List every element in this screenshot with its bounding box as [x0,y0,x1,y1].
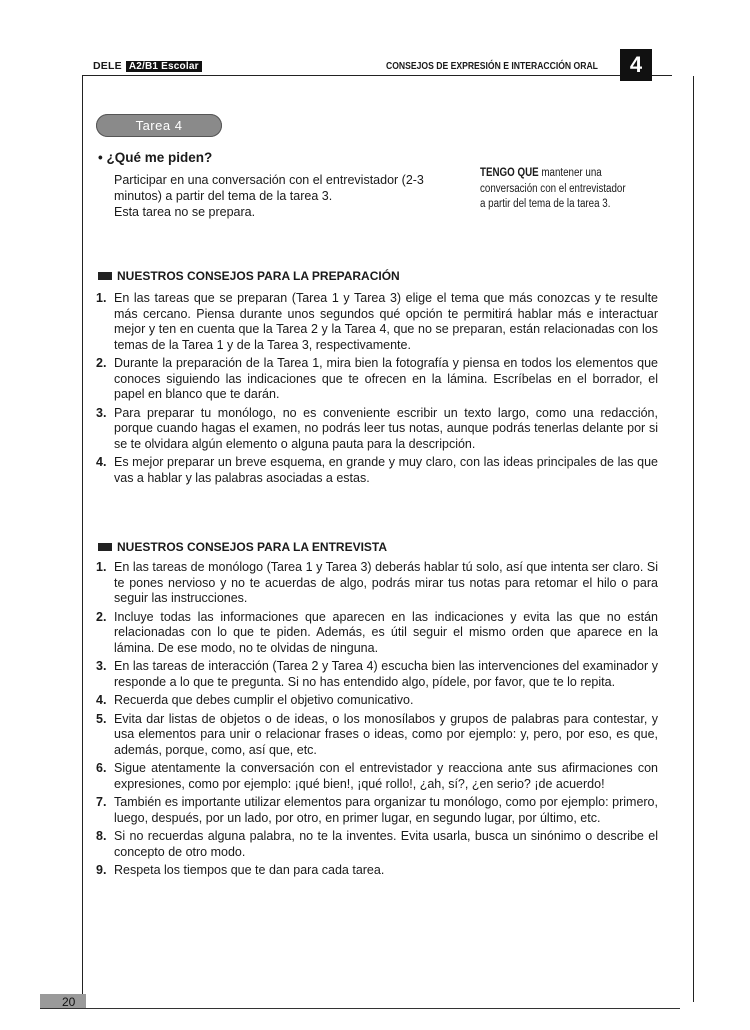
item-text: En las tareas de monólogo (Tarea 1 y Tarea 3) deberás hablar tú solo, así que intenta ser claro. Si te pones nervioso y no te acuerdas de algo, podrás mirar tus notas para retomar el hilo o para seguir las instrucciones. [114,560,658,605]
prep-heading-text: NUESTROS CONSEJOS PARA LA PREPARACIÓN [117,269,400,283]
item-text: En las tareas que se preparan (Tarea 1 y Tarea 3) elige el tema que más conozcas y te resulte más cercano. Piensa durante unos segundos qué opción te permitirá hablar más e interactuar mejor y ten en cuenta que la Tarea 2 y la Tarea 4, que no se preparan, están relacionadas con los temas de la Tarea 1 y de la Tarea 3, respectivamente. [114,291,658,352]
item-number: 1. [96,291,107,305]
task-pill: Tarea 4 [96,114,222,137]
item-number: 5. [96,711,107,726]
header-level-badge: A2/B1 Escolar [126,61,202,72]
item-number: 3. [96,659,107,673]
item-text: Respeta los tiempos que te dan para cada tarea. [114,863,385,877]
header-section-title: CONSEJOS DE EXPRESIÓN E INTERACCIÓN ORAL [386,60,598,72]
footer-rule [40,1008,680,1009]
interview-heading-text: NUESTROS CONSEJOS PARA LA ENTREVISTA [117,540,388,554]
tengo-que-note [480,166,629,213]
task-question: • ¿Qué me piden? [98,150,213,165]
item-text: Sigue atentamente la conversación con el entrevistador y reacciona ante sus afirmaciones con expresiones, como por ejemplo: ¡qué bien!, ¡qué rollo!, ¿ah, sí?, ¿en serio? ¡de acuerdo! [114,761,658,791]
item-number: 2. [96,609,107,624]
list-item [96,291,658,353]
task-question-text: ¿Qué me piden? [106,150,213,165]
intro-line: minutos) a partir del tema de la tarea 3. [114,189,333,203]
list-item [96,693,658,709]
item-text: Evita dar listas de objetos o de ideas, o los monosílabos y grupos de palabras para contestar, y usa elementos para unir o relacionar frases o ideas, como por ejemplo: y, pero, por eso, es que, además, porque, como, así que, etc. [114,711,658,757]
item-text: Durante la preparación de la Tarea 1, mira bien la fotografía y piensa en todos los elementos que conoces siguiendo las indicaciones que te ofrecen en la lámina. Escríbelas en el borrador, el papel en blanco que te darán. [114,356,658,401]
list-item [96,356,658,403]
prep-heading [98,269,400,283]
intro-line: Participar en una conversación con el entrevistador (2-3 [114,173,424,187]
list-item [96,560,658,607]
prep-list [96,291,658,489]
intro-line: Esta tarea no se prepara. [114,205,256,219]
item-text: Incluye todas las informaciones que aparecen en las indicaciones y evita las que no están relacionadas con lo que te piden. Además, es útil seguir el mismo orden que aparece en la lámina. De ese modo, no te olvidas de ninguna. [114,609,658,655]
page-number: 20 [62,995,76,1009]
list-item [96,712,658,759]
note-bold: TENGO QUE [480,167,539,179]
item-number: 3. [96,405,107,420]
task-intro [114,172,434,220]
list-item [96,761,658,792]
list-item [96,406,658,453]
list-item [96,659,658,690]
right-border [693,76,694,1002]
list-item [96,863,658,879]
list-item [96,795,658,826]
list-item [96,455,658,486]
item-text: Si no recuerdas alguna palabra, no te la inventes. Evita usarla, busca un sinónimo o describe el concepto de otro modo. [114,829,658,859]
list-item [96,829,658,860]
item-text: Recuerda que debes cumplir el objetivo comunicativo. [114,693,414,707]
header-rule [82,75,672,76]
item-text: También es importante utilizar elementos para organizar tu monólogo, como por ejemplo: primero, luego, después, por un lado, por otro, en primer lugar, en segundo lugar, por último, etc. [114,795,658,825]
item-number: 2. [96,356,107,370]
item-number: 8. [96,829,107,843]
item-text: Es mejor preparar un breve esquema, en grande y muy claro, con las ideas principales de las que vas a hablar y las palabras asociadas a estas. [114,455,658,485]
header-exam-label [93,60,202,72]
item-number: 1. [96,560,107,574]
chapter-number: 4 [620,49,652,81]
header-dele: DELE [93,60,122,72]
item-number: 9. [96,863,107,877]
section-marker-icon [98,272,112,280]
item-text: Para preparar tu monólogo, no es conveniente escribir un texto largo, como una redacción, porque cuando hagas el examen, no podrás leer tus notas, aunque podrás tenerlas delante por si se te olvidara algún elemento o alguna pauta para la descripción. [114,405,658,451]
item-number: 6. [96,761,107,775]
item-number: 7. [96,795,107,809]
note-text: mantener una conversación con el entrevistador a partir del tema de la tarea 3. [480,167,626,210]
item-text: En las tareas de interacción (Tarea 2 y Tarea 4) escucha bien las intervenciones del examinador y responde a lo que te pregunta. Si no has entendido algo, pídele, por favor, que te lo repita. [114,659,658,689]
section-marker-icon [98,543,112,551]
left-border [82,76,83,1002]
item-number: 4. [96,455,107,469]
interview-list [96,560,658,882]
list-item [96,610,658,657]
interview-heading [98,540,387,554]
item-number: 4. [96,693,107,707]
